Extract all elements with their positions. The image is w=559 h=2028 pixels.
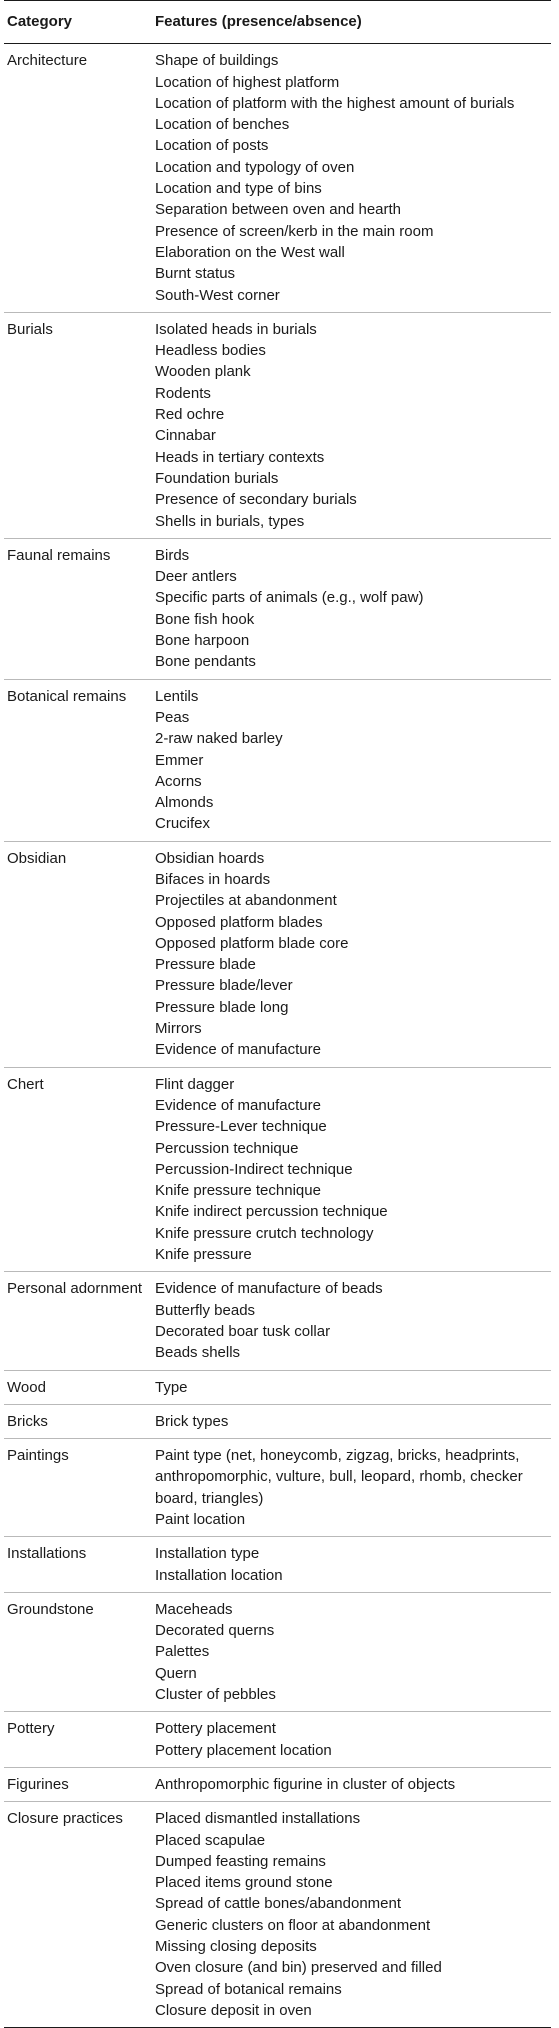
feature-item: Foundation burials bbox=[155, 469, 279, 487]
feature-item: Placed dismantled installations bbox=[155, 1810, 361, 1828]
feature-item: Missing closing deposits bbox=[155, 1938, 317, 1956]
category-cell: Obsidian bbox=[4, 841, 155, 1067]
feature-item: Emmer bbox=[155, 751, 204, 769]
features-cell bbox=[155, 1537, 551, 1593]
features-cell bbox=[155, 312, 551, 538]
features-cell bbox=[155, 1067, 551, 1272]
header-row bbox=[4, 1, 551, 44]
feature-item: South-West corner bbox=[155, 286, 280, 304]
feature-item: Location of benches bbox=[155, 116, 290, 134]
features-table bbox=[4, 0, 551, 2028]
table-row bbox=[4, 538, 551, 679]
category-cell: Groundstone bbox=[4, 1592, 155, 1711]
category-cell: Burials bbox=[4, 312, 155, 538]
feature-item: Paint type (net, honeycomb, zigzag, bricks, headprints, anthropomorphic, vulture, bull, leopard, rhomb, checker board, triangles) bbox=[155, 1447, 523, 1507]
feature-item: Cluster of pebbles bbox=[155, 1686, 276, 1704]
feature-item: Lentils bbox=[155, 687, 199, 705]
feature-item: Obsidian hoards bbox=[155, 849, 265, 867]
features-cell bbox=[155, 1767, 551, 1801]
header-category: Category bbox=[4, 1, 155, 44]
table-row bbox=[4, 1404, 551, 1438]
table-row bbox=[4, 1802, 551, 2028]
feature-item: Percussion technique bbox=[155, 1139, 299, 1157]
feature-item: Location of platform with the highest amount of burials bbox=[155, 94, 515, 112]
table-row bbox=[4, 1767, 551, 1801]
feature-item: Spread of botanical remains bbox=[155, 1980, 342, 1998]
feature-item: Deer antlers bbox=[155, 568, 237, 586]
feature-item: Opposed platform blades bbox=[155, 913, 323, 931]
feature-item: Installation location bbox=[155, 1566, 283, 1584]
table-row bbox=[4, 1712, 551, 1768]
feature-item: Projectiles at abandonment bbox=[155, 892, 337, 910]
feature-item: Peas bbox=[155, 708, 190, 726]
feature-item: Opposed platform blade core bbox=[155, 934, 349, 952]
table-row bbox=[4, 312, 551, 538]
feature-item: Shape of buildings bbox=[155, 52, 279, 70]
feature-item: Knife pressure bbox=[155, 1246, 252, 1264]
feature-item: Birds bbox=[155, 546, 190, 564]
feature-item: Placed scapulae bbox=[155, 1831, 266, 1849]
category-cell: Bricks bbox=[4, 1404, 155, 1438]
feature-item: Pottery placement bbox=[155, 1720, 276, 1738]
feature-item: Shells in burials, types bbox=[155, 512, 305, 530]
feature-item: Percussion-Indirect technique bbox=[155, 1160, 353, 1178]
feature-item: Butterfly beads bbox=[155, 1301, 256, 1319]
feature-item: Evidence of manufacture bbox=[155, 1096, 321, 1114]
feature-item: Bone harpoon bbox=[155, 632, 250, 650]
table-body bbox=[4, 44, 551, 2028]
feature-item: Red ochre bbox=[155, 406, 225, 424]
feature-item: Spread of cattle bones/abandonment bbox=[155, 1895, 402, 1913]
feature-item: Knife indirect percussion technique bbox=[155, 1203, 388, 1221]
category-cell: Personal adornment bbox=[4, 1272, 155, 1370]
feature-item: Heads in tertiary contexts bbox=[155, 448, 325, 466]
features-cell bbox=[155, 538, 551, 679]
feature-item: Location of highest platform bbox=[155, 73, 340, 91]
table-row bbox=[4, 1272, 551, 1370]
feature-item: Almonds bbox=[155, 794, 214, 812]
feature-item: Location and typology of oven bbox=[155, 158, 355, 176]
category-cell: Architecture bbox=[4, 44, 155, 313]
feature-item: Bone pendants bbox=[155, 653, 256, 671]
feature-item: Location and type of bins bbox=[155, 180, 322, 198]
features-cell bbox=[155, 1712, 551, 1768]
feature-item: Beads shells bbox=[155, 1344, 241, 1362]
features-cell bbox=[155, 679, 551, 841]
feature-item: 2-raw naked barley bbox=[155, 730, 283, 748]
feature-item: Acorns bbox=[155, 772, 202, 790]
table-header bbox=[4, 1, 551, 44]
feature-item: Flint dagger bbox=[155, 1075, 235, 1093]
category-cell: Pottery bbox=[4, 1712, 155, 1768]
table-row bbox=[4, 1537, 551, 1593]
feature-item: Pottery placement location bbox=[155, 1741, 332, 1759]
feature-item: Decorated boar tusk collar bbox=[155, 1322, 331, 1340]
feature-item: Anthropomorphic figurine in cluster of objects bbox=[155, 1775, 456, 1793]
feature-item: Placed items ground stone bbox=[155, 1874, 333, 1892]
features-cell bbox=[155, 1272, 551, 1370]
feature-item: Evidence of manufacture of beads bbox=[155, 1280, 383, 1298]
feature-item: Bone fish hook bbox=[155, 610, 255, 628]
feature-item: Knife pressure crutch technology bbox=[155, 1224, 374, 1242]
features-cell bbox=[155, 841, 551, 1067]
feature-item: Rodents bbox=[155, 384, 211, 402]
feature-item: Oven closure (and bin) preserved and filled bbox=[155, 1959, 442, 1977]
features-cell bbox=[155, 44, 551, 313]
feature-item: Presence of secondary burials bbox=[155, 491, 357, 509]
feature-item: Brick types bbox=[155, 1412, 229, 1430]
feature-item: Separation between oven and hearth bbox=[155, 201, 402, 219]
category-cell: Figurines bbox=[4, 1767, 155, 1801]
feature-item: Evidence of manufacture bbox=[155, 1041, 321, 1059]
feature-item: Quern bbox=[155, 1664, 197, 1682]
table-row bbox=[4, 841, 551, 1067]
category-cell: Closure practices bbox=[4, 1802, 155, 2028]
category-cell: Installations bbox=[4, 1537, 155, 1593]
features-cell bbox=[155, 1439, 551, 1537]
category-cell: Wood bbox=[4, 1370, 155, 1404]
feature-item: Burnt status bbox=[155, 265, 236, 283]
feature-item: Pressure blade/lever bbox=[155, 977, 293, 995]
feature-item: Elaboration on the West wall bbox=[155, 243, 345, 261]
feature-item: Pressure-Lever technique bbox=[155, 1118, 327, 1136]
feature-item: Cinnabar bbox=[155, 427, 216, 445]
feature-item: Maceheads bbox=[155, 1600, 233, 1618]
features-cell bbox=[155, 1592, 551, 1711]
category-cell: Faunal remains bbox=[4, 538, 155, 679]
feature-item: Headless bodies bbox=[155, 342, 266, 360]
category-cell: Paintings bbox=[4, 1439, 155, 1537]
feature-item: Closure deposit in oven bbox=[155, 2001, 312, 2019]
table-row bbox=[4, 1067, 551, 1272]
feature-item: Paint location bbox=[155, 1511, 246, 1528]
feature-item: Dumped feasting remains bbox=[155, 1852, 326, 1870]
feature-item: Installation type bbox=[155, 1545, 260, 1563]
feature-item: Isolated heads in burials bbox=[155, 320, 317, 338]
feature-item: Palettes bbox=[155, 1643, 210, 1661]
feature-item: Location of posts bbox=[155, 137, 269, 155]
features-cell bbox=[155, 1370, 551, 1404]
features-cell bbox=[155, 1404, 551, 1438]
category-cell: Botanical remains bbox=[4, 679, 155, 841]
feature-item: Pressure blade bbox=[155, 956, 256, 974]
feature-item: Specific parts of animals (e.g., wolf paw) bbox=[155, 589, 424, 607]
feature-item: Knife pressure technique bbox=[155, 1182, 321, 1200]
table-row bbox=[4, 44, 551, 313]
features-cell bbox=[155, 1802, 551, 2028]
table-row bbox=[4, 1592, 551, 1711]
feature-item: Type bbox=[155, 1378, 188, 1396]
feature-item: Crucifex bbox=[155, 815, 211, 833]
feature-item: Pressure blade long bbox=[155, 998, 289, 1016]
feature-item: Wooden plank bbox=[155, 363, 251, 381]
feature-item: Generic clusters on floor at abandonment bbox=[155, 1916, 431, 1934]
table-row bbox=[4, 1370, 551, 1404]
table-row bbox=[4, 679, 551, 841]
feature-item: Presence of screen/kerb in the main room bbox=[155, 222, 434, 240]
feature-item: Decorated querns bbox=[155, 1622, 275, 1640]
feature-item: Mirrors bbox=[155, 1020, 202, 1038]
table-row bbox=[4, 1439, 551, 1537]
feature-item: Bifaces in hoards bbox=[155, 870, 271, 888]
category-cell: Chert bbox=[4, 1067, 155, 1272]
header-features: Features (presence/absence) bbox=[155, 1, 551, 44]
